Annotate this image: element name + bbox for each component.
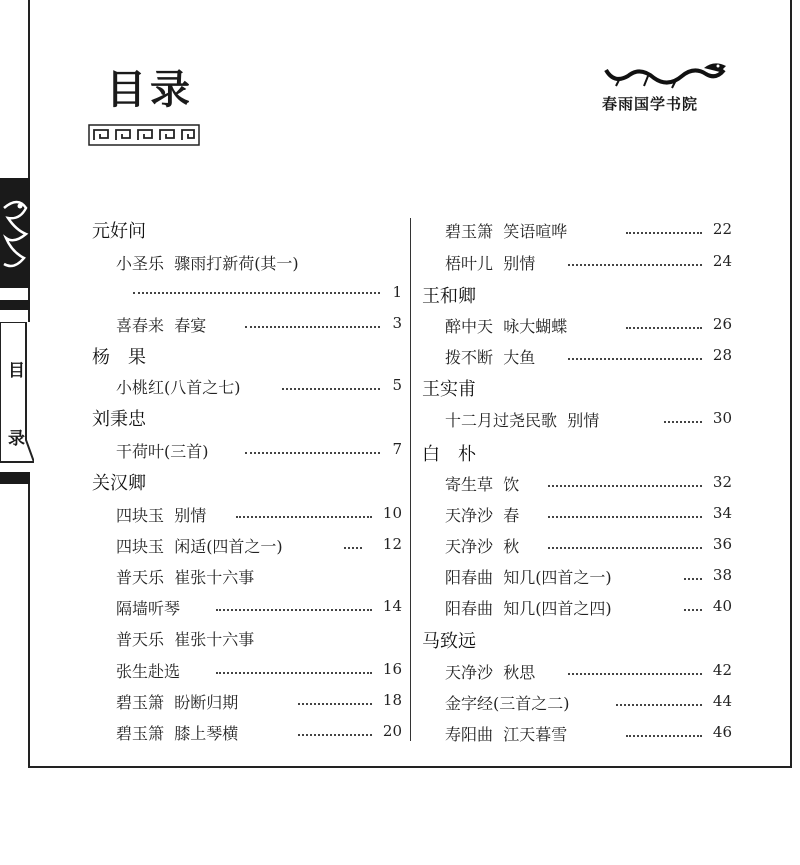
author-wang-shifu: 王实甫 [422,379,476,400]
poem-title: 别情 [567,411,600,430]
tune-name: 小桃红(八首之七) [116,378,241,397]
poem-title: 咏大蝴蝶 [503,317,568,336]
leader-dots [616,704,702,706]
poem-title: 别情 [174,506,207,525]
page-number: 5 [392,376,402,394]
poem-title: 骤雨打新荷(其一) [174,254,299,273]
page-number: 30 [712,409,732,427]
page-title: 目录 [106,67,194,113]
toc-entry[interactable] [116,313,206,336]
toc-entry[interactable] [116,503,206,526]
leader-dots [216,609,372,611]
author-ma-zhiyuan: 马致远 [422,631,476,652]
poem-title: 隔墙听琴 [116,599,181,618]
poem-title: 闲适(四首之一) [174,537,283,556]
toc-entry[interactable] [116,596,180,619]
toc-entry[interactable] [116,565,254,588]
leader-dots [548,516,702,518]
leader-dots [626,327,702,329]
tune-name: 阳春曲 [445,568,494,587]
page-number: 14 [382,597,402,615]
author-yuan-haowen: 元好问 [92,221,146,242]
tune-name: 小圣乐 [116,254,165,273]
toc-entry[interactable] [445,534,519,557]
poem-title: 盼断归期 [174,693,239,712]
poem-title: 春宴 [174,316,207,335]
leader-dots [236,516,372,518]
tune-name: 十二月过尧民歌 [445,411,558,430]
poem-title: 笑语喧哗 [503,222,568,241]
fret-pattern-ornament [88,124,200,146]
page-number: 3 [392,314,402,332]
spine-dark-band [0,178,30,288]
toc-entry[interactable] [445,345,535,368]
tune-name: 拨不断 [445,348,494,367]
toc-entry[interactable] [116,439,209,462]
spine-label-mu: 目 [8,361,25,381]
poem-title: 大鱼 [503,348,536,367]
page-number: 46 [712,723,732,741]
poem-title: 别情 [503,254,536,273]
column-divider [410,218,411,741]
page-number: 24 [712,252,732,270]
page-number: 40 [712,597,732,615]
toc-entry[interactable] [445,503,519,526]
author-wang-heqing: 王和卿 [422,286,476,307]
tune-name: 四块玉 [116,506,165,525]
tune-name: 醉中天 [445,317,494,336]
tune-name: 碧玉箫 [116,693,165,712]
leader-dots [245,452,380,454]
tune-name: 普天乐 [116,630,165,649]
page-number: 36 [712,535,732,553]
author-guan-hanqing: 关汉卿 [92,473,146,494]
page-number: 34 [712,504,732,522]
toc-entry[interactable] [116,251,299,274]
page-number: 26 [712,315,732,333]
poem-title: 知几(四首之四) [503,599,612,618]
toc-entry[interactable] [445,408,599,431]
page-number: 7 [392,440,402,458]
toc-entry[interactable] [445,722,567,745]
dragon-ornament-icon [0,178,30,288]
leader-dots [684,578,702,580]
tune-name: 碧玉箫 [445,222,494,241]
dragon-logo-icon [600,58,730,90]
leader-dots [245,326,380,328]
tune-name: 天净沙 [445,537,494,556]
page-number: 16 [382,660,402,678]
poem-title: 知几(四首之一) [503,568,612,587]
toc-entry[interactable] [445,472,519,495]
page-number: 28 [712,346,732,364]
poem-title: 秋 [503,537,520,556]
toc-entry[interactable] [116,659,180,682]
leader-dots [548,485,702,487]
toc-entry[interactable] [445,251,535,274]
toc-entry[interactable] [116,721,238,744]
page-number: 1 [392,283,402,301]
poem-title: 春 [503,506,520,525]
tune-name: 喜春来 [116,316,165,335]
leader-dots [133,292,380,294]
leader-dots [282,388,380,390]
toc-entry[interactable] [445,596,612,619]
page-number: 32 [712,473,732,491]
page-number: 42 [712,661,732,679]
tune-name: 寄生草 [445,475,494,494]
section-tab [0,322,34,472]
poem-title: 江天暮雪 [503,725,568,744]
tune-name: 梧叶儿 [445,254,494,273]
brand-name: 春雨国学书院 [602,95,699,113]
leader-dots [548,547,702,549]
toc-entry[interactable] [116,690,238,713]
page-number: 18 [382,691,402,709]
toc-entry[interactable] [116,375,241,398]
tune-name: 寿阳曲 [445,725,494,744]
poem-title: 张生赴选 [116,662,181,681]
author-yang-guo: 杨 果 [92,347,146,368]
page-number: 20 [382,722,402,740]
poem-title: 饮 [503,475,520,494]
poem-title: 秋思 [503,663,536,682]
toc-entry[interactable] [445,691,570,714]
page-number: 38 [712,566,732,584]
toc-entry[interactable] [445,219,567,242]
spine-stripe [0,300,30,310]
tune-name: 碧玉箫 [116,724,165,743]
author-bai-pu: 白 朴 [422,444,476,465]
page-number: 12 [382,535,402,553]
leader-dots [298,734,372,736]
leader-dots [298,703,372,705]
tune-name: 阳春曲 [445,599,494,618]
tune-name: 天净沙 [445,506,494,525]
poem-title: 膝上琴横 [174,724,239,743]
toc-entry[interactable] [116,534,283,557]
author-liu-bingzhong: 刘秉忠 [92,409,146,430]
leader-dots [664,421,702,423]
tune-name: 四块玉 [116,537,165,556]
tune-name: 干荷叶(三首) [116,442,209,461]
tune-name: 普天乐 [116,568,165,587]
tune-name: 金字经(三首之二) [445,694,570,713]
toc-entry[interactable] [445,314,567,337]
spine-label-lu: 录 [8,429,25,449]
poem-title: 崔张十六事 [174,568,255,587]
page-number: 44 [712,692,732,710]
leader-dots [216,672,372,674]
poem-title: 崔张十六事 [174,630,255,649]
leader-dots [344,547,362,549]
leader-dots [568,673,702,675]
leader-dots [568,264,702,266]
leader-dots [626,232,702,234]
leader-dots [568,358,702,360]
page-number: 10 [382,504,402,522]
leader-dots [684,609,702,611]
toc-entry[interactable] [116,627,254,650]
page-number: 22 [712,220,732,238]
leader-dots [626,735,702,737]
toc-entry[interactable] [445,565,612,588]
tune-name: 天净沙 [445,663,494,682]
toc-entry[interactable] [445,660,535,683]
spine-stripe [0,470,30,484]
